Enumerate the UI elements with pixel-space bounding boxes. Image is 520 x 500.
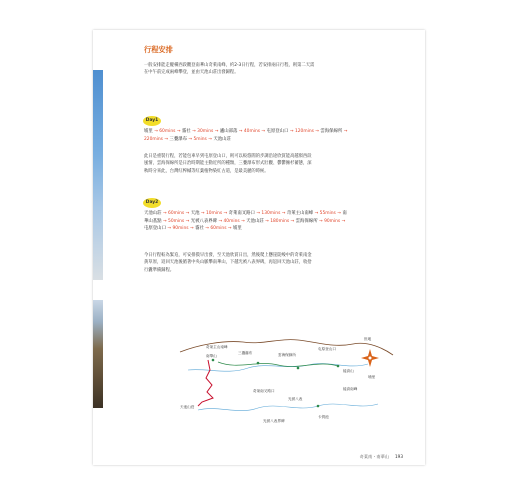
route-time: → 130mins → — [254, 211, 287, 216]
map-label: 光被八表 — [288, 397, 303, 401]
route-stop: 埔里 — [232, 226, 242, 231]
map-label: 天池山莊 — [180, 405, 195, 409]
day2-badge: Day2 — [143, 198, 161, 208]
day2-para-line: 行囊準備歸程。 — [144, 267, 175, 273]
route-stop: 雲海保線所 — [295, 218, 318, 224]
route-stop: 三疊瀑布 — [169, 136, 187, 142]
route-time: → 50mins → — [161, 218, 191, 224]
map-label: 奇萊南叉路口 — [253, 389, 275, 393]
map-label: 奇萊主山南峰 — [206, 345, 228, 349]
route-stop: 埔里 — [144, 129, 153, 134]
route-stop: 光被八表界碑 — [190, 218, 218, 224]
map-label: 南華山 — [206, 354, 217, 358]
day1-para-line: 風情，雲海保線所是日治時期能主動近所的種類，三疊瀑布形式壯觀、鬱鬱擁杉蓄態，深 — [144, 161, 312, 167]
trail-route-green — [218, 362, 338, 366]
route-time: → 30mins → — [190, 129, 220, 134]
day1-paragraph — [144, 153, 416, 175]
day2-para-line: 黃草原，返回天池後循著中央山脈攀南華山，下越光被八表界碑，再返回天池山莊，收拾 — [144, 260, 312, 266]
route-stop: 天池山莊 — [144, 211, 162, 216]
route-stop: 天池山莊 — [213, 136, 231, 142]
map-point — [257, 362, 260, 365]
compass-rose-icon — [361, 349, 379, 367]
day1-route — [144, 128, 347, 143]
route-time: → 60mins → — [161, 211, 191, 216]
day1-badge: Day1 — [143, 116, 161, 126]
route-stop: 奇萊主山南峰 — [286, 211, 314, 216]
route-stop: 霧社 — [181, 129, 191, 134]
day2-route-line — [144, 225, 347, 233]
route-time: → 60mins → — [203, 226, 233, 231]
map-label: 能高山 — [343, 369, 354, 373]
route-stop: 天池山莊 — [246, 218, 264, 224]
day1-para-line: 此日是重裝行程，若能包車早到屯原登山口，則可以較悠閒的步調沿途欣賞能高越嶺西段 — [144, 154, 312, 159]
route-time: → 180mins → — [263, 218, 296, 224]
route-stop: 奇萊南叉路口 — [228, 211, 255, 216]
map-point — [337, 365, 340, 368]
route-stop: 天池 — [190, 211, 200, 216]
route-stop: 霧社 — [195, 226, 204, 231]
map-point — [317, 405, 320, 408]
river-line-2 — [198, 404, 378, 411]
map-label: 能高南峰 — [343, 387, 358, 391]
map-label: 屯原登山口 — [318, 347, 336, 351]
map-label: 雲海保線所 — [278, 353, 296, 357]
intro-line: 一般安排能走縱橫西段觀登南華山奇萊南峰，約2-3日行程，若安排兩日行程，則第二天需 — [144, 63, 315, 68]
route-time: → 10mins → — [199, 211, 229, 216]
route-time: → 40mins → — [237, 129, 267, 134]
day2-route-line — [144, 218, 347, 226]
route-time: → 60mins → — [152, 129, 182, 134]
trail-map — [168, 330, 396, 448]
page-footer — [360, 454, 403, 460]
route-time: → 90mins → — [317, 218, 346, 224]
map-label: 世地 — [364, 337, 372, 341]
route-stop: 南 — [342, 211, 347, 216]
route-time: → 90mins → — [165, 226, 196, 231]
map-label: 埔里 — [368, 375, 376, 379]
trail-route-red — [198, 360, 213, 406]
route-stop: 華山基點 — [144, 218, 162, 224]
mountain-photo-strip-top — [93, 70, 103, 280]
map-label: 三疊瀑布 — [238, 351, 253, 355]
route-stop: 廬山部落 — [219, 129, 238, 134]
page-number: 193 — [395, 454, 403, 459]
route-stop: 屯原登山口 — [266, 129, 289, 134]
route-time: → 40mins → — [217, 218, 247, 224]
intro-line: 在中午前完成兩峰攀登，並由天池山莊出發歸程。 — [144, 70, 239, 76]
route-stop: 屯原登山口 — [144, 226, 166, 231]
day2-route-line — [144, 210, 347, 218]
map-point — [212, 359, 215, 362]
footer-section: 奇萊南・南華山 — [359, 454, 389, 459]
day2-route — [144, 210, 347, 233]
day1-route-line — [144, 136, 347, 144]
route-time: → — [342, 129, 348, 134]
day2-paragraph — [144, 252, 416, 274]
day2-para-line: 今日行程較為緊迫，可安排摸早出發，至天池欣賞日出，然後爬上懸崖陡峻中的奇萊南金 — [144, 253, 312, 258]
map-point — [297, 367, 300, 370]
route-time: → 120mins → — [288, 129, 321, 134]
map-label: 光被八表界碑 — [263, 419, 285, 423]
route-time: → 5mins → — [187, 136, 214, 142]
day1-para-line: 秋時分來此，台灣紅榨槭等紅葉植物染紅古道，是最美麗的時候。 — [144, 168, 269, 174]
route-time: 220mins → — [144, 136, 170, 142]
book-page — [93, 30, 425, 465]
intro-paragraph — [144, 62, 414, 77]
route-stop: 雲海保線所 — [320, 129, 343, 134]
day1-route-line — [144, 128, 347, 136]
route-time: → 55mins → — [313, 211, 343, 216]
map-label: 卡賀池 — [318, 415, 329, 419]
section-title: 行程安排 — [144, 45, 173, 54]
mountain-photo-strip-bottom — [93, 300, 103, 408]
